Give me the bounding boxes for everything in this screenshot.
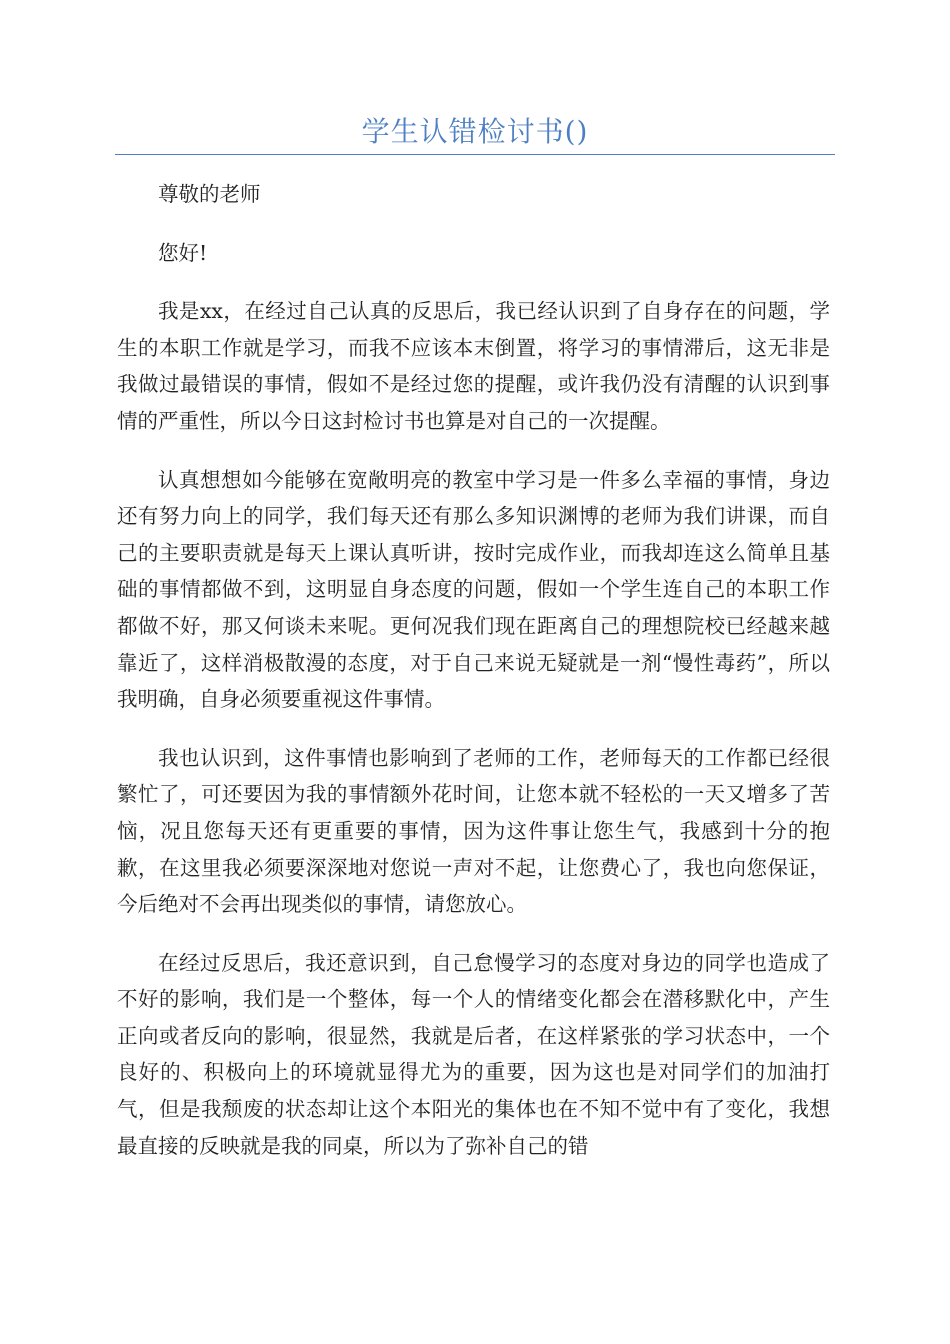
body-paragraph-2: 认真想想如今能够在宽敞明亮的教室中学习是一件多么幸福的事情，身边还有努力向上的同学，我们每天还有那么多知识渊博的老师为我们讲课，而自己的主要职责就是每天上课认真听讲，按时完成作业，而我却连这么简单且基础的事情都做不到，这明显自身态度的问题，假如一个学生连自己的本职工作都做不好，那又何谈未来呢。更何况我们现在距离自己的理想院校已经越来越靠近了，这样消极散漫的态度，对于自己来说无疑就是一剂“慢性毒药”，所以我明确，自身必须要重视这件事情。 xyxy=(117,467,830,712)
salutation: 尊敬的老师 xyxy=(158,182,261,206)
title-underline xyxy=(115,154,835,155)
document-body xyxy=(117,176,830,1186)
document-title: 学生认错检讨书() xyxy=(361,115,589,148)
body-paragraph-3: 我也认识到，这件事情也影响到了老师的工作，老师每天的工作都已经很繁忙了，可还要因为我的事情额外花时间，让您本就不轻松的一天又增多了苦恼，况且您每天还有更重要的事情，因为这件事让您生气，我感到十分的抱歉，在这里我必须要深深地对您说一声对不起，让您费心了，我也向您保证，今后绝对不会再出现类似的事情，请您放心。 xyxy=(117,745,830,917)
body-paragraph-4: 在经过反思后，我还意识到，自己怠慢学习的态度对身边的同学也造成了不好的影响，我们是一个整体，每一个人的情绪变化都会在潜移默化中，产生正向或者反向的影响，很显然，我就是后者，在这样紧张的学习状态中，一个良好的、积极向上的环境就显得尤为的重要，因为这也是对同学们的加油打气，但是我颓废的状态却让这个本阳光的集体也在不知不觉中有了变化，我想最直接的反映就是我的同桌，所以为了弥补自己的错 xyxy=(117,950,830,1158)
greeting: 您好! xyxy=(158,240,208,265)
body-paragraph-1: 我是xx，在经过自己认真的反思后，我已经认识到了自身存在的问题，学生的本职工作就是学习，而我不应该本末倒置，将学习的事情滞后，这无非是我做过最错误的事情，假如不是经过您的提醒，或许我仍没有清醒的认识到事情的严重性，所以今日这封检讨书也算是对自己的一次提醒。 xyxy=(117,299,830,433)
